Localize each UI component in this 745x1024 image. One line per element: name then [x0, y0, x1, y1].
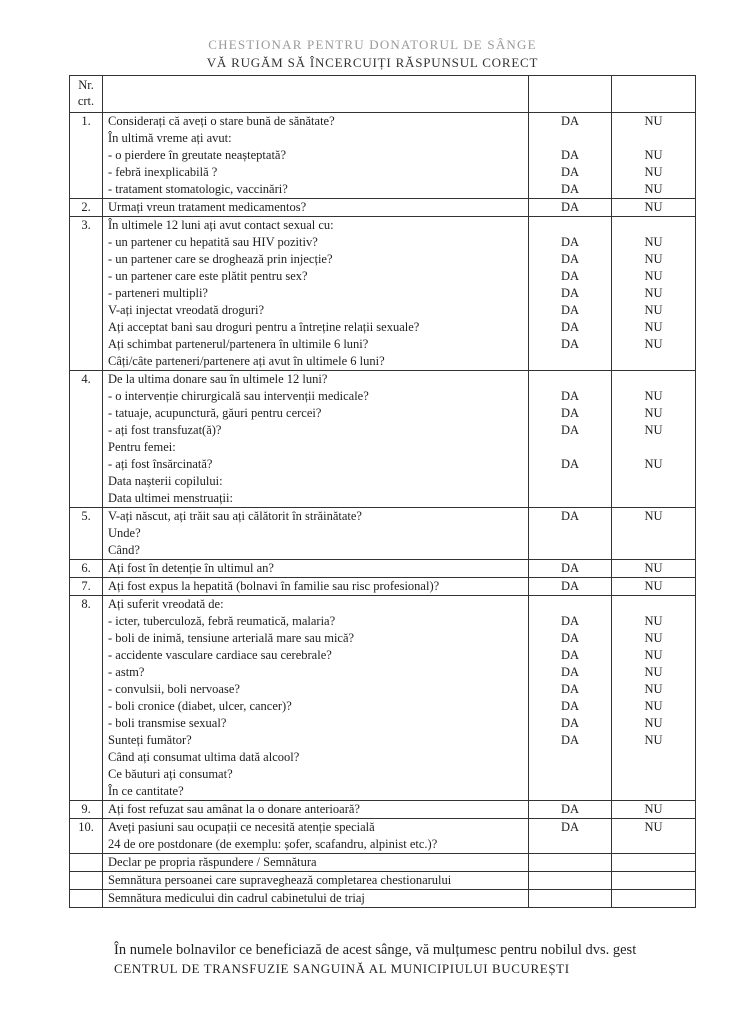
row-number: [70, 319, 103, 336]
row-number: [70, 422, 103, 439]
answer-da: [529, 836, 612, 854]
question-text: În ultimele 12 luni ați avut contact sexual cu:: [103, 217, 529, 235]
answer-da[interactable]: DA: [529, 630, 612, 647]
question-row: [70, 630, 696, 647]
row-number: [70, 405, 103, 422]
row-number: [70, 698, 103, 715]
answer-da: [529, 217, 612, 235]
thank-you-note: În numele bolnavilor ce beneficiază de acest sânge, vă mulțumesc pentru nobilul dvs. gest: [114, 942, 637, 958]
signature-label: Semnătura persoanei care supraveghează completarea chestionarului: [103, 872, 529, 890]
answer-nu[interactable]: NU: [612, 664, 696, 681]
answer-da[interactable]: DA: [529, 560, 612, 578]
row-number: 9.: [70, 801, 103, 819]
question-text: Unde?: [103, 525, 529, 542]
question-row: [70, 234, 696, 251]
answer-nu[interactable]: NU: [612, 113, 696, 131]
row-number: [70, 630, 103, 647]
answer-nu: [612, 217, 696, 235]
question-text: - ați fost transfuzat(ă)?: [103, 422, 529, 439]
answer-nu[interactable]: NU: [612, 819, 696, 837]
signature-row: [70, 872, 696, 890]
row-number: [70, 302, 103, 319]
question-row: [70, 508, 696, 526]
row-number: 2.: [70, 199, 103, 217]
answer-nu[interactable]: NU: [612, 285, 696, 302]
answer-da[interactable]: DA: [529, 422, 612, 439]
answer-da[interactable]: DA: [529, 181, 612, 199]
row-number: [70, 664, 103, 681]
question-text: Data nașterii copilului:: [103, 473, 529, 490]
row-number: [70, 872, 103, 890]
answer-da: [529, 525, 612, 542]
institution-name: CENTRUL DE TRANSFUZIE SANGUINĂ AL MUNICIPIULUI BUCUREȘTI: [114, 961, 570, 976]
answer-da[interactable]: DA: [529, 819, 612, 837]
question-text: - accidente vasculare cardiace sau cerebrale?: [103, 647, 529, 664]
answer-nu[interactable]: NU: [612, 388, 696, 405]
answer-da[interactable]: DA: [529, 681, 612, 698]
row-number: 3.: [70, 217, 103, 235]
question-text: Ați suferit vreodată de:: [103, 596, 529, 614]
row-number: [70, 749, 103, 766]
answer-nu[interactable]: NU: [612, 647, 696, 664]
row-number: [70, 525, 103, 542]
question-text: - tatuaje, acupunctură, găuri pentru cercei?: [103, 405, 529, 422]
question-text: [103, 76, 529, 113]
question-text: Sunteți fumător?: [103, 732, 529, 749]
answer-nu: [612, 76, 696, 113]
answer-nu[interactable]: NU: [612, 613, 696, 630]
answer-da[interactable]: DA: [529, 613, 612, 630]
answer-da[interactable]: DA: [529, 698, 612, 715]
question-text: În ce cantitate?: [103, 783, 529, 800]
signature-label: Semnătura medicului din cadrul cabinetului de triaj: [103, 890, 529, 908]
form-title: CHESTIONAR PENTRU DONATORUL DE SÂNGE: [208, 37, 537, 52]
answer-nu[interactable]: NU: [612, 560, 696, 578]
answer-da[interactable]: DA: [529, 664, 612, 681]
answer-nu: [612, 872, 696, 890]
question-text: - tratament stomatologic, vaccinări?: [103, 181, 529, 199]
row-number: [70, 388, 103, 405]
row-number: [70, 613, 103, 630]
question-text: - o pierdere în greutate neașteptată?: [103, 147, 529, 164]
question-text: - ați fost însărcinată?: [103, 456, 529, 473]
answer-nu[interactable]: NU: [612, 336, 696, 353]
answer-da[interactable]: DA: [529, 405, 612, 422]
question-row: [70, 473, 696, 490]
question-text: Urmați vreun tratament medicamentos?: [103, 199, 529, 217]
answer-da: [529, 439, 612, 456]
question-row: [70, 766, 696, 783]
answer-nu: [612, 783, 696, 800]
answer-nu: [612, 854, 696, 872]
answer-nu[interactable]: NU: [612, 319, 696, 336]
question-row: [70, 801, 696, 819]
row-number: [70, 681, 103, 698]
question-row: [70, 715, 696, 732]
answer-nu[interactable]: NU: [612, 234, 696, 251]
question-row: [70, 613, 696, 630]
question-text: - un partener care este plătit pentru sex?: [103, 268, 529, 285]
question-text: - parteneri multipli?: [103, 285, 529, 302]
question-row: [70, 268, 696, 285]
question-row: [70, 285, 696, 302]
question-row: [70, 490, 696, 508]
answer-da: [529, 130, 612, 147]
answer-da[interactable]: DA: [529, 456, 612, 473]
answer-da[interactable]: DA: [529, 578, 612, 596]
question-row: [70, 405, 696, 422]
answer-nu[interactable]: NU: [612, 147, 696, 164]
answer-nu: [612, 371, 696, 389]
question-row: [70, 319, 696, 336]
answer-nu[interactable]: NU: [612, 715, 696, 732]
question-row: [70, 422, 696, 439]
row-number: [70, 268, 103, 285]
answer-nu[interactable]: NU: [612, 251, 696, 268]
answer-nu: [612, 473, 696, 490]
question-text: Ați acceptat bani sau droguri pentru a întreține relații sexuale?: [103, 319, 529, 336]
question-text: - boli transmise sexual?: [103, 715, 529, 732]
answer-da[interactable]: DA: [529, 302, 612, 319]
question-text: - boli cronice (diabet, ulcer, cancer)?: [103, 698, 529, 715]
row-number: [70, 836, 103, 854]
answer-da: [529, 783, 612, 800]
row-number: [70, 147, 103, 164]
header-row: [70, 76, 696, 113]
signature-row: [70, 890, 696, 908]
question-text: Când ați consumat ultima dată alcool?: [103, 749, 529, 766]
answer-da: [529, 766, 612, 783]
answer-da[interactable]: DA: [529, 164, 612, 181]
row-number: 5.: [70, 508, 103, 526]
answer-da: [529, 353, 612, 371]
answer-nu[interactable]: NU: [612, 681, 696, 698]
answer-nu: [612, 439, 696, 456]
answer-da: [529, 749, 612, 766]
question-text: Ați schimbat partenerul/partenera în ultimile 6 luni?: [103, 336, 529, 353]
question-row: [70, 113, 696, 131]
question-row: [70, 164, 696, 181]
question-row: [70, 456, 696, 473]
question-text: - un partener care se droghează prin injecție?: [103, 251, 529, 268]
answer-da[interactable]: DA: [529, 285, 612, 302]
question-row: [70, 819, 696, 837]
question-row: [70, 783, 696, 800]
answer-da: [529, 854, 612, 872]
answer-da: [529, 542, 612, 560]
answer-nu[interactable]: NU: [612, 199, 696, 217]
answer-nu[interactable]: NU: [612, 630, 696, 647]
question-row: [70, 302, 696, 319]
question-text: 24 de ore postdonare (de exemplu: șofer, scafandru, alpinist etc.)?: [103, 836, 529, 854]
question-text: - o intervenție chirurgicală sau intervenții medicale?: [103, 388, 529, 405]
answer-da: [529, 490, 612, 508]
question-row: [70, 560, 696, 578]
question-text: V-ați născut, ați trăit sau ați călătorit în străinătate?: [103, 508, 529, 526]
row-number: [70, 336, 103, 353]
question-text: Considerați că aveți o stare bună de sănătate?: [103, 113, 529, 131]
answer-da[interactable]: DA: [529, 336, 612, 353]
question-text: - convulsii, boli nervoase?: [103, 681, 529, 698]
question-row: [70, 130, 696, 147]
question-row: [70, 698, 696, 715]
answer-nu[interactable]: NU: [612, 268, 696, 285]
answer-da[interactable]: DA: [529, 647, 612, 664]
row-number: 7.: [70, 578, 103, 596]
question-text: Ați fost în detenție în ultimul an?: [103, 560, 529, 578]
answer-nu[interactable]: NU: [612, 302, 696, 319]
answer-nu: [612, 490, 696, 508]
answer-nu[interactable]: NU: [612, 405, 696, 422]
questionnaire-table: [69, 75, 696, 908]
row-number: [70, 285, 103, 302]
answer-nu[interactable]: NU: [612, 732, 696, 749]
question-text: Câți/câte parteneri/partenere ați avut în ultimele 6 luni?: [103, 353, 529, 371]
answer-nu[interactable]: NU: [612, 801, 696, 819]
answer-da[interactable]: DA: [529, 234, 612, 251]
question-row: [70, 664, 696, 681]
question-row: [70, 217, 696, 235]
question-text: V-ați injectat vreodată droguri?: [103, 302, 529, 319]
row-number: 10.: [70, 819, 103, 837]
row-number: [70, 130, 103, 147]
answer-da[interactable]: DA: [529, 388, 612, 405]
answer-da: [529, 872, 612, 890]
question-text: - astm?: [103, 664, 529, 681]
answer-nu: [612, 749, 696, 766]
row-number: 6.: [70, 560, 103, 578]
answer-nu: [612, 890, 696, 908]
row-number: [70, 490, 103, 508]
row-number: [70, 456, 103, 473]
answer-da: [529, 473, 612, 490]
answer-da[interactable]: DA: [529, 319, 612, 336]
answer-da[interactable]: DA: [529, 113, 612, 131]
row-number: [70, 234, 103, 251]
signature-label: Declar pe propria răspundere / Semnătura: [103, 854, 529, 872]
row-number: Nr. crt.: [70, 76, 103, 113]
answer-da[interactable]: DA: [529, 801, 612, 819]
answer-nu: [612, 542, 696, 560]
answer-nu[interactable]: NU: [612, 456, 696, 473]
form-instruction: VĂ RUGĂM SĂ ÎNCERCUIȚI RĂSPUNSUL CORECT: [206, 55, 539, 70]
question-row: [70, 439, 696, 456]
answer-nu[interactable]: NU: [612, 698, 696, 715]
row-number: [70, 783, 103, 800]
answer-nu[interactable]: NU: [612, 508, 696, 526]
row-number: [70, 890, 103, 908]
answer-da: [529, 890, 612, 908]
row-number: 1.: [70, 113, 103, 131]
question-text: De la ultima donare sau în ultimele 12 luni?: [103, 371, 529, 389]
answer-nu[interactable]: NU: [612, 422, 696, 439]
answer-nu[interactable]: NU: [612, 578, 696, 596]
question-text: Ce băuturi ați consumat?: [103, 766, 529, 783]
answer-da: [529, 76, 612, 113]
question-row: [70, 147, 696, 164]
row-number: [70, 542, 103, 560]
row-number: [70, 715, 103, 732]
answer-da[interactable]: DA: [529, 732, 612, 749]
question-row: [70, 388, 696, 405]
answer-da[interactable]: DA: [529, 268, 612, 285]
question-row: [70, 749, 696, 766]
answer-da: [529, 371, 612, 389]
row-number: [70, 766, 103, 783]
question-text: În ultimă vreme ați avut:: [103, 130, 529, 147]
question-row: [70, 371, 696, 389]
answer-nu: [612, 596, 696, 614]
row-number: 4.: [70, 371, 103, 389]
row-number: [70, 732, 103, 749]
answer-nu: [612, 353, 696, 371]
answer-nu: [612, 766, 696, 783]
question-text: Ați fost refuzat sau amânat la o donare anterioară?: [103, 801, 529, 819]
question-text: Când?: [103, 542, 529, 560]
question-text: - un partener cu hepatită sau HIV pozitiv?: [103, 234, 529, 251]
answer-nu: [612, 836, 696, 854]
row-number: [70, 181, 103, 199]
row-number: [70, 353, 103, 371]
question-text: - boli de inimă, tensiune arterială mare sau mică?: [103, 630, 529, 647]
question-row: [70, 647, 696, 664]
answer-nu: [612, 130, 696, 147]
question-row: [70, 181, 696, 199]
answer-da[interactable]: DA: [529, 508, 612, 526]
question-row: [70, 336, 696, 353]
question-row: [70, 199, 696, 217]
question-row: [70, 732, 696, 749]
question-row: [70, 578, 696, 596]
answer-nu: [612, 525, 696, 542]
question-row: [70, 353, 696, 371]
answer-da[interactable]: DA: [529, 147, 612, 164]
question-row: [70, 251, 696, 268]
row-number: [70, 647, 103, 664]
answer-da: [529, 596, 612, 614]
question-row: [70, 525, 696, 542]
signature-row: [70, 854, 696, 872]
answer-da[interactable]: DA: [529, 251, 612, 268]
question-text: Aveți pasiuni sau ocupații ce necesită atenție specială: [103, 819, 529, 837]
row-number: [70, 473, 103, 490]
answer-da[interactable]: DA: [529, 715, 612, 732]
question-text: Data ultimei menstruații:: [103, 490, 529, 508]
row-number: 8.: [70, 596, 103, 614]
question-text: - icter, tuberculoză, febră reumatică, malaria?: [103, 613, 529, 630]
question-row: [70, 681, 696, 698]
answer-nu[interactable]: NU: [612, 164, 696, 181]
question-row: [70, 836, 696, 854]
question-row: [70, 596, 696, 614]
row-number: [70, 854, 103, 872]
question-row: [70, 542, 696, 560]
row-number: [70, 164, 103, 181]
question-text: Ați fost expus la hepatită (bolnavi în familie sau risc profesional)?: [103, 578, 529, 596]
answer-nu[interactable]: NU: [612, 181, 696, 199]
question-text: Pentru femei:: [103, 439, 529, 456]
question-text: - febră inexplicabilă ?: [103, 164, 529, 181]
row-number: [70, 251, 103, 268]
row-number: [70, 439, 103, 456]
answer-da[interactable]: DA: [529, 199, 612, 217]
